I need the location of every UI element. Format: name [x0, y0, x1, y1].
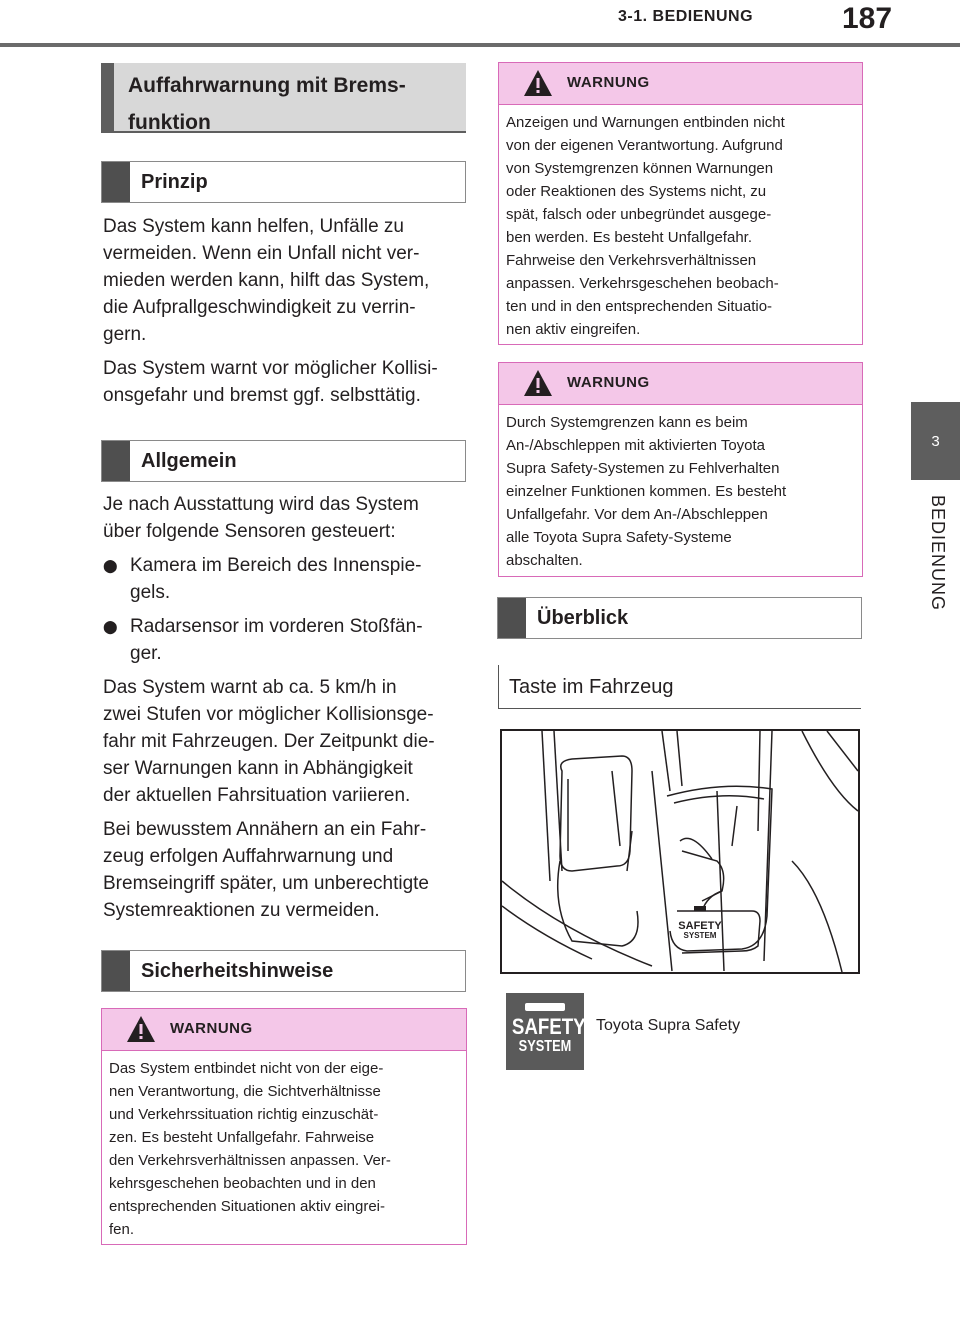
- warning-text: Durch Systemgrenzen kann es beim An-/Abschleppen mit aktivierten Toyota Supra Safety-Systemen zu Fehlverhalten einzelner Funktionen kommen. Es besteht Unfallgefahr. Vor dem An-/Abschleppen alle Toyota Supra Safety-Systeme abschalten.: [506, 414, 787, 569]
- main-heading-line2: funktion: [128, 111, 211, 134]
- chapter-tab: [911, 402, 960, 480]
- chapter-side-label: BEDIENUNG: [928, 495, 948, 612]
- subheading-prinzip: [101, 161, 466, 203]
- subheading-allgemein: [101, 440, 466, 482]
- safety-caption: Toyota Supra Safety: [596, 1017, 741, 1034]
- list-item: ⬤ Radarsensor im vorderen Stoßfän- ger.: [103, 613, 468, 667]
- bullet-dot-icon: ⬤: [103, 619, 118, 634]
- bullet-dot-icon: ⬤: [103, 558, 118, 573]
- allgemein-intro: Je nach Ausstattung wird das System über folgende Sensoren gesteuert:: [103, 494, 419, 542]
- taste-heading: Taste im Fahrzeug: [498, 665, 861, 709]
- safety-button-line2: SYSTEM: [518, 1038, 572, 1055]
- warning-label: WARNUNG: [567, 74, 650, 91]
- illustration-button-line2: SYSTEM: [683, 931, 717, 940]
- main-heading-line1: Auffahrwarnung mit Brems-: [128, 74, 406, 97]
- main-heading: [101, 63, 466, 133]
- button-indicator-icon: [525, 1003, 565, 1011]
- subheading-ueberblick: [497, 597, 862, 639]
- warning-box-1: [498, 62, 863, 345]
- console-illustration: [500, 729, 860, 974]
- warning-text: Das System entbindet nicht von der eige- nen Verantwortung, die Sichtverhältnisse und Verkehrssituation richtig einzuschät- zen. Es besteht Unfallgefahr. Fahrweise den Verkehrsverhältnissen anpassen. Ver- kehrsgeschehen beobachten und in den entsprechenden Situationen aktiv eingrei- fen.: [109, 1060, 391, 1238]
- allgemein-body: [103, 491, 468, 931]
- warning-label: WARNUNG: [170, 1020, 253, 1037]
- warning-triangle-icon: [126, 1015, 156, 1043]
- center-console-drawing: [502, 731, 858, 972]
- subheading-sicherheit: [101, 950, 466, 992]
- allgemein-paragraph-3: Bei bewusstem Annähern an ein Fahr- zeug erfolgen Auffahrwarnung und Bremseingriff später, um unberechtigte Systemreaktionen zu vermeiden.: [103, 819, 429, 921]
- warning-box-2: [498, 362, 863, 577]
- safety-system-button-image: [506, 993, 584, 1070]
- warning-label: WARNUNG: [567, 374, 650, 391]
- prinzip-body: [103, 213, 468, 416]
- allgemein-paragraph-2: Das System warnt ab ca. 5 km/h in zwei Stufen vor möglicher Kollisionsge- fahr mit Fahrzeugen. Der Zeitpunkt die- ser Warnungen kann in Abhängigkeit der aktuellen Fahrsituation variieren.: [103, 677, 435, 806]
- chapter-number: 3: [931, 432, 940, 450]
- header-rule: [0, 43, 960, 47]
- warning-triangle-icon: [523, 69, 553, 97]
- warning-box-left: [101, 1008, 467, 1245]
- section-label: 3-1. BEDIENUNG: [618, 8, 754, 25]
- prinzip-paragraph-2: Das System warnt vor möglicher Kollisi- onsgefahr und bremst ggf. selbsttätig.: [103, 358, 438, 406]
- subheading-ueberblick-text: Überblick: [537, 606, 629, 629]
- subheading-allgemein-text: Allgemein: [141, 449, 237, 472]
- list-item: ⬤ Kamera im Bereich des Innenspie- gels.: [103, 552, 468, 606]
- warning-triangle-icon: [523, 369, 553, 397]
- subheading-prinzip-text: Prinzip: [141, 170, 208, 193]
- prinzip-paragraph-1: Das System kann helfen, Unfälle zu vermeiden. Wenn ein Unfall nicht ver- mieden werden kann, hilft das System, die Aufprallgeschwindigkeit zu verrin- gern.: [103, 216, 430, 345]
- safety-button-line1: SAFETY: [511, 1014, 586, 1039]
- illustration-button-line1: SAFETY: [678, 920, 722, 932]
- warning-text: Anzeigen und Warnungen entbinden nicht von der eigenen Verantwortung. Aufgrund von Systemgrenzen können Warnungen oder Reaktionen des Systems nicht, zu spät, falsch oder unbegründet ausgege- ben werden. Es besteht Unfallgefahr. Fahrweise den Verkehrsverhältnissen anpassen. Verkehrsgeschehen beobach- ten und in den entsprechenden Situatio- nen aktiv eingreifen.: [506, 114, 785, 338]
- subheading-sicherheit-text: Sicherheitshinweise: [141, 959, 334, 982]
- page-number: 187: [842, 2, 893, 35]
